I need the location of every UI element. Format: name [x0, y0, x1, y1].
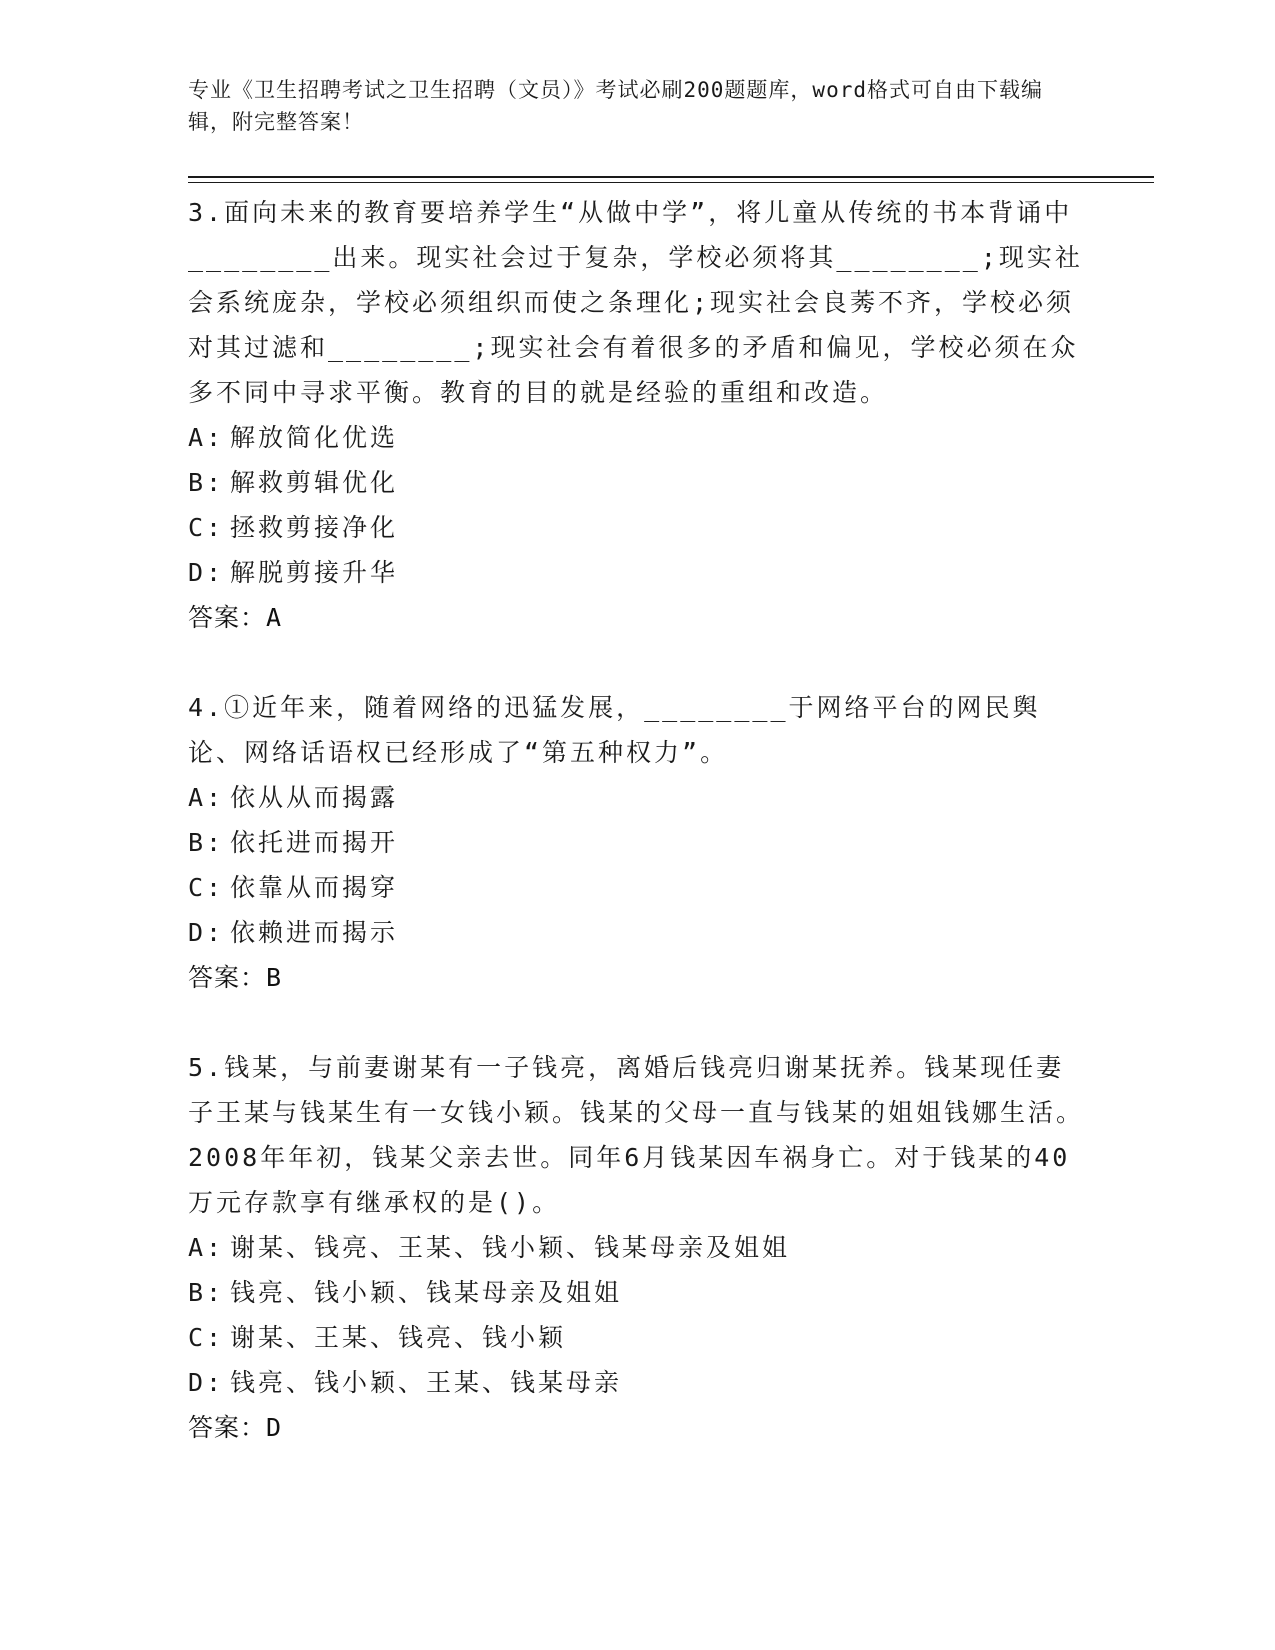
- question-3: [188, 190, 1088, 640]
- option-key: C:: [188, 1323, 225, 1352]
- question-4: [188, 685, 1088, 1000]
- option-key: C:: [188, 513, 225, 542]
- answer-line: 答案：D: [188, 1413, 283, 1442]
- option-key: B:: [188, 828, 225, 857]
- option-key: A:: [188, 423, 225, 452]
- option-b: [188, 820, 1088, 865]
- question-5: [188, 1045, 1088, 1450]
- option-key: A:: [188, 1233, 225, 1262]
- option-text: 解脱剪接升华: [230, 558, 399, 587]
- option-text: 解救剪辑优化: [230, 468, 399, 497]
- option-text: 谢某、王某、钱亮、钱小颖: [230, 1323, 567, 1352]
- option-text: 依赖进而揭示: [230, 918, 399, 947]
- option-c: [188, 505, 1088, 550]
- question-list: [188, 190, 1088, 1495]
- option-a: [188, 1225, 1088, 1270]
- option-key: A:: [188, 783, 225, 812]
- option-text: 依靠从而揭穿: [230, 873, 399, 902]
- question-stem: 5.钱某，与前妻谢某有一子钱亮，离婚后钱亮归谢某抚养。钱某现任妻子王某与钱某生有一女钱小颖。钱某的父母一直与钱某的姐姐钱娜生活。2008年年初，钱某父亲去世。同年6月钱某因车祸身亡。对于钱某的40万元存款享有继承权的是()。: [188, 1053, 1085, 1217]
- option-text: 钱亮、钱小颖、王某、钱某母亲: [230, 1368, 623, 1397]
- option-b: [188, 1270, 1088, 1315]
- option-key: B:: [188, 468, 225, 497]
- option-a: [188, 415, 1088, 460]
- option-key: D:: [188, 1368, 225, 1397]
- header-rule-thick: [188, 176, 1154, 178]
- option-text: 依托进而揭开: [230, 828, 399, 857]
- answer-line: 答案：B: [188, 963, 283, 992]
- option-text: 拯救剪接净化: [230, 513, 399, 542]
- option-key: C:: [188, 873, 225, 902]
- option-text: 谢某、钱亮、王某、钱小颖、钱某母亲及姐姐: [230, 1233, 791, 1262]
- option-d: [188, 910, 1088, 955]
- option-b: [188, 460, 1088, 505]
- option-c: [188, 1315, 1088, 1360]
- option-text: 解放简化优选: [230, 423, 399, 452]
- option-a: [188, 775, 1088, 820]
- header-title: 专业《卫生招聘考试之卫生招聘（文员）》考试必刷200题题库，word格式可自由下载编辑，附完整答案！: [188, 78, 1043, 134]
- option-d: [188, 1360, 1088, 1405]
- question-stem: 3.面向未来的教育要培养学生“从做中学”，将儿童从传统的书本背诵中________出来。现实社会过于复杂，学校必须将其________;现实社会系统庞杂，学校必须组织而使之条理化;现实社会良莠不齐，学校必须对其过滤和________;现实社会有着很多的矛盾和偏见，学校必须在众多不同中寻求平衡。教育的目的就是经验的重组和改造。: [188, 198, 1083, 407]
- option-key: D:: [188, 558, 225, 587]
- option-c: [188, 865, 1088, 910]
- option-text: 钱亮、钱小颖、钱某母亲及姐姐: [230, 1278, 623, 1307]
- header-rule-thin: [188, 182, 1154, 183]
- option-key: B:: [188, 1278, 225, 1307]
- question-stem: 4.①近年来，随着网络的迅猛发展，________于网络平台的网民舆论、网络话语权已经形成了“第五种权力”。: [188, 693, 1041, 767]
- option-key: D:: [188, 918, 225, 947]
- answer-line: 答案：A: [188, 603, 283, 632]
- option-text: 依从从而揭露: [230, 783, 399, 812]
- document-header: [188, 74, 1068, 138]
- option-d: [188, 550, 1088, 595]
